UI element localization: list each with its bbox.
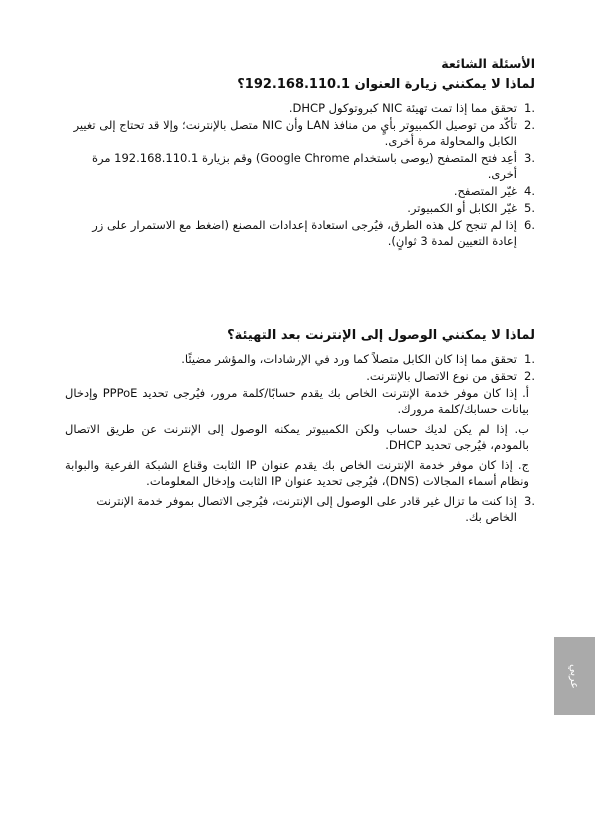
list-item: 3. إذا كنت ما تزال غير قادر على الوصول إلى الإنترنت، فيُرجى الاتصال بموفر خدمة الإنترنت الخاص بك. xyxy=(96,494,535,524)
faq-section-1 xyxy=(65,55,535,250)
sub-item-c: ج. إذا كان موفر خدمة الإنترنت الخاص بك يقدم عنوان IP الثابت وقناع الشبكة الفرعية والبوابة ونظام أسماء المجالات (DNS)، فيُرجى تحديد عنوان IP الثابت وإدخال المعلومات. xyxy=(65,458,530,488)
list-item: 2. تحقق من نوع الاتصال بالإنترنت. xyxy=(366,369,535,383)
list-item: 2. تأكّد من توصيل الكمبيوتر بأيٍ من منافذ LAN وأن NIC متصل بالإنترنت؛ وإلا قد تحتاج إلى تغيير الكابل والمحاولة مرة أخرى. xyxy=(73,118,535,148)
language-tab-label: عربي xyxy=(568,663,581,689)
answer-list-2b xyxy=(65,493,535,525)
question-2: لماذا لا يمكنني الوصول إلى الإنترنت بعد التهيئة؟ xyxy=(227,328,535,343)
list-item: 1. تحقق مما إذا كان الكابل متصلاً كما ورد في الإرشادات، والمؤشر مضيئًا. xyxy=(181,352,535,366)
list-item: 5. غيّر الكابل أو الكمبيوتر. xyxy=(407,201,535,215)
language-tab xyxy=(554,637,595,715)
list-item: 3. أعِد فتح المتصفح (يوصى باستخدام Google Chrome) وقم بزيارة 192.168.110.1 مرة أخرى. xyxy=(91,151,535,181)
faq-section-2 xyxy=(65,327,535,526)
sub-item-a: أ. إذا كان موفر خدمة الإنترنت الخاص بك يقدم حسابًا/كلمة مرور، فيُرجى تحديد PPPoE وإدخال بيانات حسابك/كلمة مرورك. xyxy=(65,386,530,416)
list-item: 4. غيّر المتصفح. xyxy=(453,184,535,198)
list-item: 1. تحقق مما إذا تمت تهيئة NIC كبروتوكول DHCP. xyxy=(288,101,535,115)
list-item: 6. إذا لم تنجح كل هذه الطرق، فيُرجى استعادة إعدادات المصنع (اضغط مع الاستمرار على زر إعادة التعيين لمدة 3 ثوانٍ). xyxy=(92,218,535,248)
faq-title: الأسئلة الشائعة xyxy=(441,56,535,71)
sub-item-b: ب. إذا لم يكن لديك حساب ولكن الكمبيوتر يمكنه الوصول إلى الإنترنت عن طريق الاتصال بالمودم، فيُرجى تحديد DHCP. xyxy=(65,422,529,452)
answer-list-1 xyxy=(65,100,535,249)
question-1: لماذا لا يمكنني زيارة العنوان 192.168.110.1؟ xyxy=(237,77,535,92)
answer-list-2 xyxy=(65,351,535,384)
